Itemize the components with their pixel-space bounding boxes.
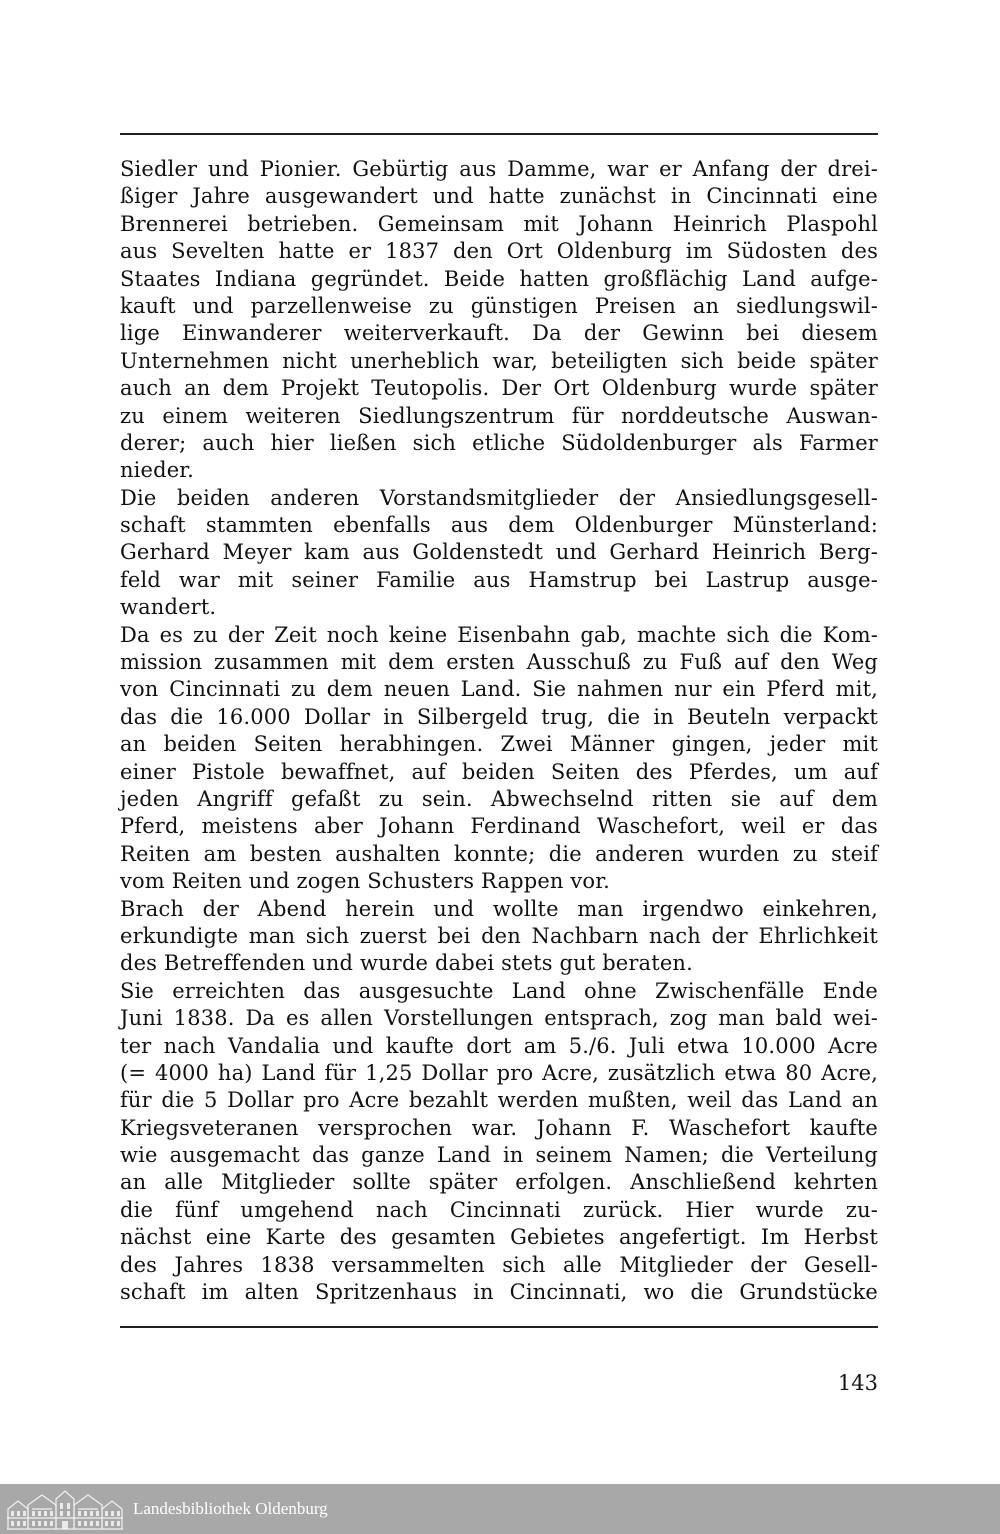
top-rule xyxy=(120,133,878,135)
text-line: lige Einwanderer weiterverkauft. Da der Gewinn bei diesem xyxy=(120,321,878,346)
text-line: (= 4000 ha) Land für 1,25 Dollar pro Acre, zusätzlich etwa 80 Acre, xyxy=(120,1060,878,1085)
text-line: ßiger Jahre ausgewandert und hatte zunächst in Cincinnati eine xyxy=(120,184,878,209)
text-line: auch an dem Projekt Teutopolis. Der Ort Oldenburg wurde später xyxy=(120,376,878,401)
text-line: schaft stammten ebenfalls aus dem Oldenburger Münsterland: xyxy=(120,513,878,538)
text-line: Brach der Abend herein und wollte man irgendwo einkehren, xyxy=(120,896,878,921)
text-line: des Jahres 1838 versammelten sich alle Mitglieder der Gesell- xyxy=(120,1252,878,1277)
text-line: für die 5 Dollar pro Acre bezahlt werden mußten, weil das Land an xyxy=(120,1088,878,1113)
body-text xyxy=(120,156,878,1306)
text-line: die fünf umgehend nach Cincinnati zurück. Hier wurde zu- xyxy=(120,1197,878,1222)
footer-bar xyxy=(0,1484,1000,1534)
text-line: aus Sevelten hatte er 1837 den Ort Oldenburg im Südosten des xyxy=(120,239,878,264)
text-line: das die 16.000 Dollar in Silbergeld trug, die in Beuteln verpackt xyxy=(120,704,878,729)
text-line: derer; auch hier ließen sich etliche Südoldenburger als Farmer xyxy=(120,430,878,455)
text-line: Juni 1838. Da es allen Vorstellungen entsprach, zog man bald wei- xyxy=(120,1006,878,1031)
text-line: feld war mit seiner Familie aus Hamstrup bei Lastrup ausge- xyxy=(120,567,878,592)
text-line: Brennerei betrieben. Gemeinsam mit Johann Heinrich Plaspohl xyxy=(120,211,878,236)
text-line: vom Reiten und zogen Schusters Rappen vor. xyxy=(120,869,610,894)
text-line: nächst eine Karte des gesamten Gebietes angefertigt. Im Herbst xyxy=(120,1225,878,1250)
text-line: wandert. xyxy=(120,595,217,620)
text-line: an beiden Seiten herabhingen. Zwei Männer gingen, jeder mit xyxy=(120,732,878,757)
text-line: Gerhard Meyer kam aus Goldenstedt und Gerhard Heinrich Berg- xyxy=(120,540,878,565)
text-line: des Betreffenden und wurde dabei stets gut beraten. xyxy=(120,951,693,976)
text-line: Da es zu der Zeit noch keine Eisenbahn gab, machte sich die Kom- xyxy=(120,622,878,647)
text-line: ter nach Vandalia und kaufte dort am 5./6. Juli etwa 10.000 Acre xyxy=(120,1033,878,1058)
text-line: Sie erreichten das ausgesuchte Land ohne Zwischenfälle Ende xyxy=(120,978,878,1003)
text-line: mission zusammen mit dem ersten Ausschuß zu Fuß auf den Weg xyxy=(120,650,878,675)
text-line: zu einem weiteren Siedlungszentrum für norddeutsche Auswan- xyxy=(120,403,878,428)
library-name: Landesbibliothek Oldenburg xyxy=(133,1499,328,1518)
text-line: Unternehmen nicht unerheblich war, beteiligten sich beide später xyxy=(120,348,878,373)
text-line: jeden Angriff gefaßt zu sein. Abwechselnd ritten sie auf dem xyxy=(120,786,878,811)
text-line: schaft im alten Spritzenhaus in Cincinnati, wo die Grundstücke xyxy=(120,1280,878,1305)
library-building-icon xyxy=(6,1487,124,1531)
bottom-rule xyxy=(120,1326,878,1328)
text-line: einer Pistole bewaffnet, auf beiden Seiten des Pferdes, um auf xyxy=(120,759,878,784)
text-line: erkundigte man sich zuerst bei den Nachbarn nach der Ehrlichkeit xyxy=(120,923,878,948)
text-line: nieder. xyxy=(120,458,194,483)
text-line: von Cincinnati zu dem neuen Land. Sie nahmen nur ein Pferd mit, xyxy=(120,677,878,702)
text-line: Staates Indiana gegründet. Beide hatten großflächig Land aufge- xyxy=(120,266,878,291)
text-line: an alle Mitglieder sollte später erfolgen. Anschließend kehrten xyxy=(120,1170,878,1195)
text-line: Reiten am besten aushalten konnte; die anderen wurden zu steif xyxy=(120,841,878,866)
text-line: wie ausgemacht das ganze Land in seinem Namen; die Verteilung xyxy=(120,1143,878,1168)
text-line: Kriegsveteranen versprochen war. Johann F. Waschefort kaufte xyxy=(120,1115,878,1140)
page-number: 143 xyxy=(837,1371,878,1395)
text-line: kauft und parzellenweise zu günstigen Preisen an siedlungswil- xyxy=(120,293,878,318)
text-line: Die beiden anderen Vorstandsmitglieder der Ansiedlungsgesell- xyxy=(120,485,878,510)
text-line: Pferd, meistens aber Johann Ferdinand Waschefort, weil er das xyxy=(120,814,878,839)
text-line: Siedler und Pionier. Gebürtig aus Damme, war er Anfang der drei- xyxy=(120,157,878,181)
